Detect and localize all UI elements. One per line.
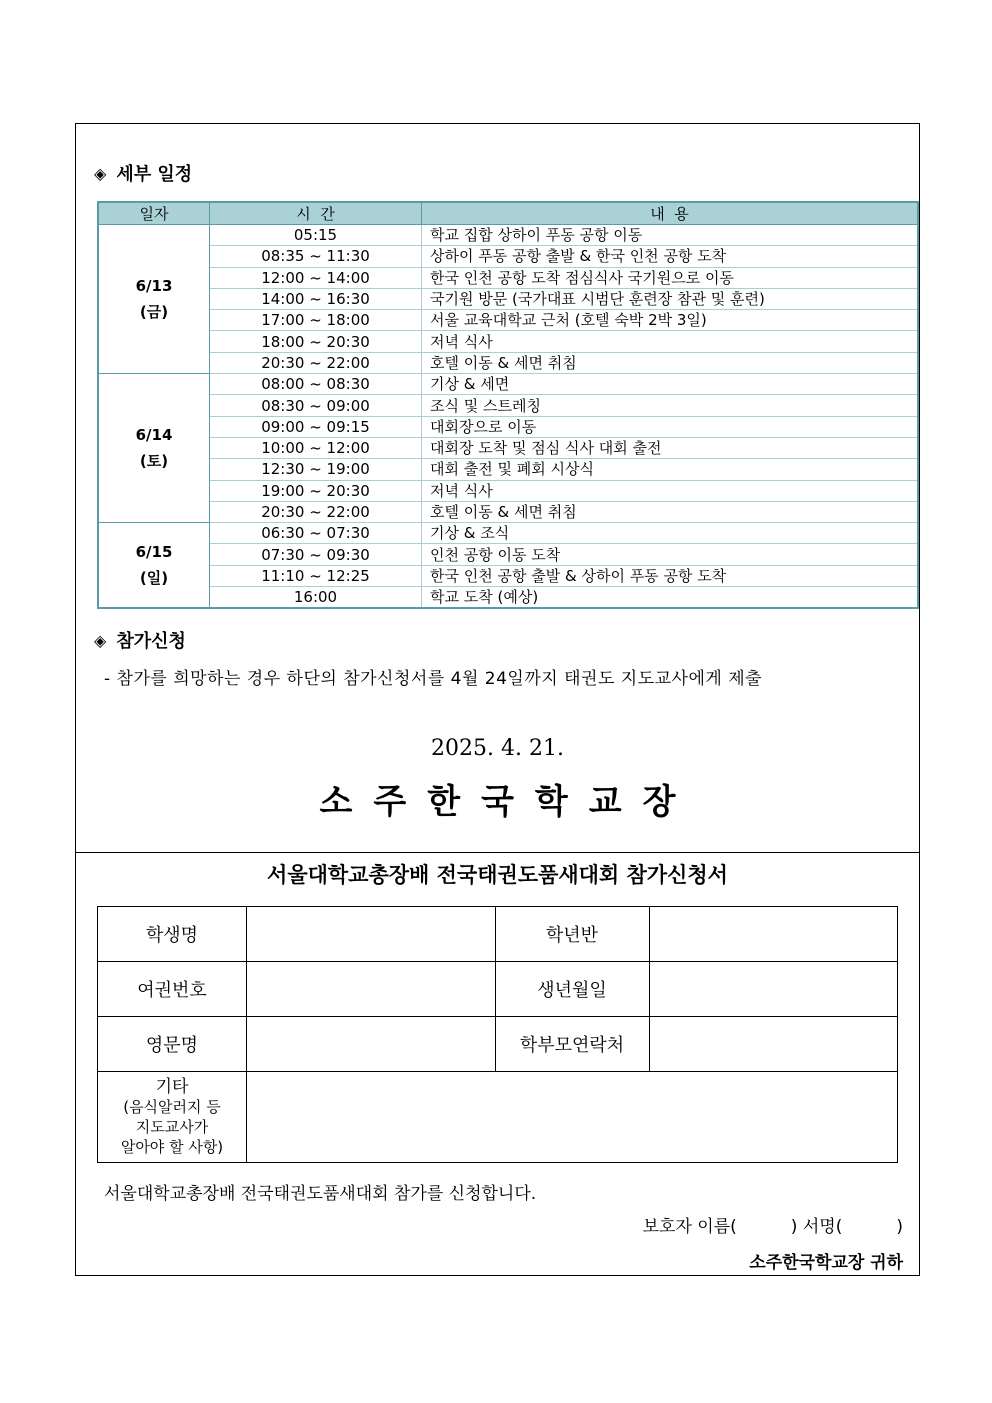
header-content: 내 용 bbox=[422, 202, 919, 225]
schedule-time: 08:00 ~ 08:30 bbox=[210, 374, 422, 395]
passport-label: 여권번호 bbox=[98, 962, 247, 1017]
schedule-row bbox=[98, 523, 918, 544]
schedule-content: 한국 인천 공항 출발 & 상하이 푸동 공항 도착 bbox=[422, 565, 919, 586]
schedule-row bbox=[98, 544, 918, 565]
schedule-time: 09:00 ~ 09:15 bbox=[210, 416, 422, 437]
form-title: 서울대학교총장배 전국태권도품새대회 참가신청서 bbox=[267, 863, 728, 887]
schedule-date: 6/13 bbox=[135, 277, 173, 296]
schedule-content: 저녁 식사 bbox=[422, 331, 919, 352]
etc-note-line: 알아야 할 사항) bbox=[120, 1138, 224, 1156]
schedule-section-heading bbox=[94, 160, 192, 186]
schedule-row bbox=[98, 352, 918, 373]
section-divider bbox=[76, 852, 919, 853]
schedule-content: 대회 출전 및 폐회 시상식 bbox=[422, 459, 919, 480]
schedule-content: 조식 및 스트레칭 bbox=[422, 395, 919, 416]
schedule-row bbox=[98, 310, 918, 331]
schedule-content: 한국 인천 공항 도착 점심식사 국기원으로 이동 bbox=[422, 267, 919, 288]
schedule-time: 08:35 ~ 11:30 bbox=[210, 246, 422, 267]
diamond-bullet-icon: ◈ bbox=[94, 630, 107, 650]
schedule-time: 16:00 bbox=[210, 587, 422, 609]
schedule-content: 호텔 이동 & 세면 취침 bbox=[422, 501, 919, 522]
schedule-time: 17:00 ~ 18:00 bbox=[210, 310, 422, 331]
principal-name: 소주한국학교장 bbox=[319, 782, 697, 822]
apply-note: - 참가를 희망하는 경우 하단의 참가신청서를 4월 24일까지 태권도 지도교사에게 제출 bbox=[104, 669, 763, 689]
schedule-content: 학교 집합 상하이 푸동 공항 이동 bbox=[422, 225, 919, 246]
form-row bbox=[98, 1072, 898, 1163]
form-row bbox=[98, 907, 898, 962]
form-row bbox=[98, 1017, 898, 1072]
issue-date: 2025. 4. 21. bbox=[431, 736, 564, 761]
schedule-row bbox=[98, 587, 918, 609]
schedule-header-row bbox=[98, 202, 918, 225]
addressee: 소주한국학교장 귀하 bbox=[749, 1253, 903, 1273]
schedule-time: 12:00 ~ 14:00 bbox=[210, 267, 422, 288]
guardian-signature-line[interactable]: 보호자 이름( ) 서명( ) bbox=[642, 1217, 903, 1237]
schedule-row bbox=[98, 501, 918, 522]
schedule-content: 호텔 이동 & 세면 취침 bbox=[422, 352, 919, 373]
schedule-content: 대회장으로 이동 bbox=[422, 416, 919, 437]
schedule-row bbox=[98, 395, 918, 416]
document-frame bbox=[75, 123, 920, 1276]
etc-note-line: (음식알러지 등 bbox=[123, 1098, 221, 1116]
schedule-time: 07:30 ~ 09:30 bbox=[210, 544, 422, 565]
schedule-content: 서울 교육대학교 근처 (호텔 숙박 2박 3일) bbox=[422, 310, 919, 331]
schedule-row bbox=[98, 225, 918, 246]
form-row bbox=[98, 962, 898, 1017]
schedule-content: 기상 & 세면 bbox=[422, 374, 919, 395]
header-time: 시 간 bbox=[210, 202, 422, 225]
schedule-time: 14:00 ~ 16:30 bbox=[210, 288, 422, 309]
schedule-time: 06:30 ~ 07:30 bbox=[210, 523, 422, 544]
schedule-time: 20:30 ~ 22:00 bbox=[210, 352, 422, 373]
birth-date-label: 생년월일 bbox=[495, 962, 649, 1017]
schedule-date-cell bbox=[98, 523, 210, 609]
schedule-row bbox=[98, 437, 918, 458]
birth-date-field[interactable] bbox=[649, 962, 898, 1017]
schedule-date-cell bbox=[98, 374, 210, 523]
schedule-date-cell bbox=[98, 225, 210, 374]
schedule-row bbox=[98, 459, 918, 480]
schedule-row bbox=[98, 374, 918, 395]
schedule-content: 상하이 푸동 공항 출발 & 한국 인천 공항 도착 bbox=[422, 246, 919, 267]
schedule-time: 18:00 ~ 20:30 bbox=[210, 331, 422, 352]
etc-note-line: 지도교사가 bbox=[135, 1118, 209, 1136]
etc-label bbox=[98, 1072, 247, 1163]
schedule-row bbox=[98, 331, 918, 352]
schedule-time: 08:30 ~ 09:00 bbox=[210, 395, 422, 416]
schedule-weekday: (토) bbox=[139, 452, 169, 471]
schedule-time: 10:00 ~ 12:00 bbox=[210, 437, 422, 458]
grade-class-label: 학년반 bbox=[495, 907, 649, 962]
schedule-row bbox=[98, 416, 918, 437]
etc-title: 기타 bbox=[155, 1077, 189, 1097]
grade-class-field[interactable] bbox=[649, 907, 898, 962]
schedule-row bbox=[98, 288, 918, 309]
apply-statement: 서울대학교총장배 전국태권도품새대회 참가를 신청합니다. bbox=[104, 1184, 537, 1204]
schedule-time: 20:30 ~ 22:00 bbox=[210, 501, 422, 522]
schedule-section-title: 세부 일정 bbox=[116, 164, 193, 185]
schedule-date: 6/15 bbox=[135, 543, 173, 562]
schedule-weekday: (금) bbox=[139, 303, 169, 322]
application-form-table bbox=[97, 906, 898, 1163]
apply-section-heading bbox=[94, 627, 186, 653]
schedule-time: 19:00 ~ 20:30 bbox=[210, 480, 422, 501]
schedule-content: 학교 도착 (예상) bbox=[422, 587, 919, 609]
schedule-row bbox=[98, 565, 918, 586]
english-name-label: 영문명 bbox=[98, 1017, 247, 1072]
schedule-date: 6/14 bbox=[135, 426, 173, 445]
parent-contact-label: 학부모연락처 bbox=[495, 1017, 649, 1072]
passport-field[interactable] bbox=[247, 962, 496, 1017]
student-name-field[interactable] bbox=[247, 907, 496, 962]
schedule-row bbox=[98, 246, 918, 267]
schedule-time: 11:10 ~ 12:25 bbox=[210, 565, 422, 586]
schedule-content: 국기원 방문 (국가대표 시범단 훈련장 참관 및 훈련) bbox=[422, 288, 919, 309]
schedule-body bbox=[98, 225, 918, 609]
schedule-row bbox=[98, 267, 918, 288]
schedule-time: 05:15 bbox=[210, 225, 422, 246]
schedule-time: 12:30 ~ 19:00 bbox=[210, 459, 422, 480]
schedule-content: 저녁 식사 bbox=[422, 480, 919, 501]
diamond-bullet-icon: ◈ bbox=[94, 163, 107, 183]
parent-contact-field[interactable] bbox=[649, 1017, 898, 1072]
etc-field[interactable] bbox=[247, 1072, 898, 1163]
schedule-content: 기상 & 조식 bbox=[422, 523, 919, 544]
header-date: 일자 bbox=[98, 202, 210, 225]
apply-section-title: 참가신청 bbox=[116, 631, 186, 652]
student-name-label: 학생명 bbox=[98, 907, 247, 962]
schedule-content: 대회장 도착 및 점심 식사 대회 출전 bbox=[422, 437, 919, 458]
english-name-field[interactable] bbox=[247, 1017, 496, 1072]
schedule-content: 인천 공항 이동 도착 bbox=[422, 544, 919, 565]
schedule-table bbox=[97, 201, 919, 609]
schedule-row bbox=[98, 480, 918, 501]
schedule-weekday: (일) bbox=[139, 569, 169, 588]
